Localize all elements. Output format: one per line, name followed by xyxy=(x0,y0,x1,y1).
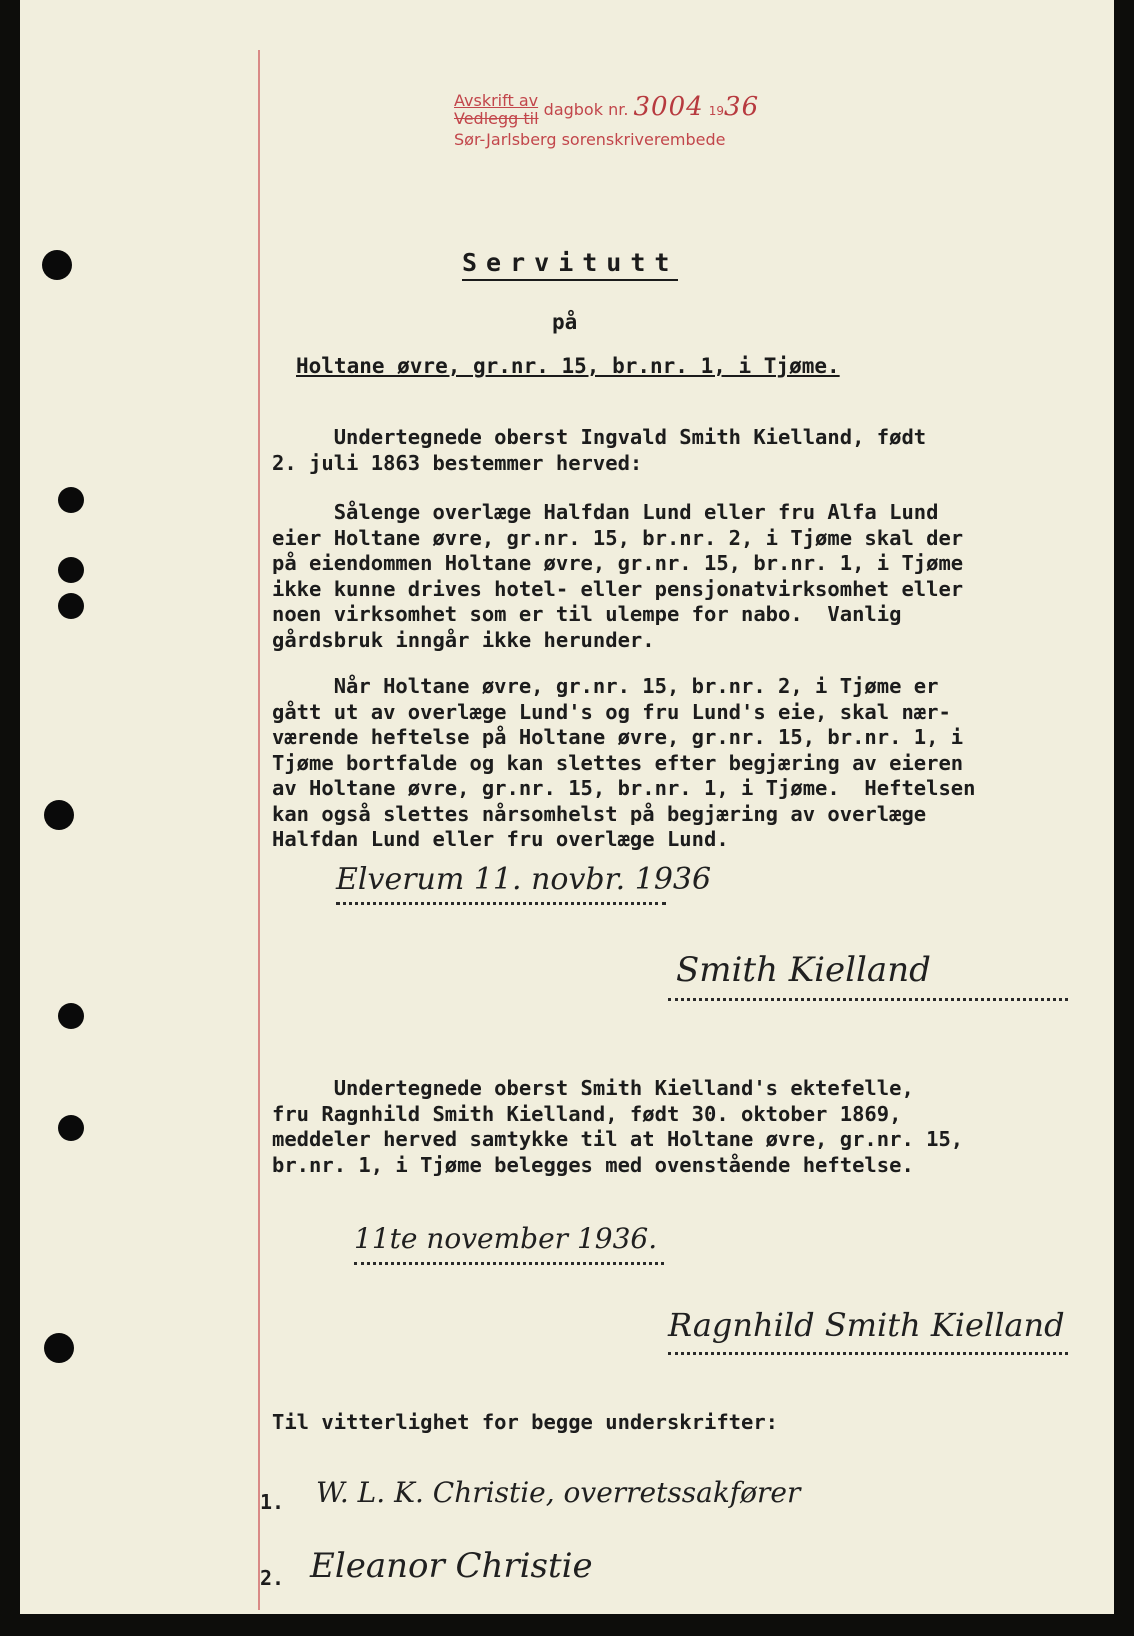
punch-hole xyxy=(44,800,74,830)
punch-hole xyxy=(58,593,84,619)
signature-smith-kielland: Smith Kielland xyxy=(676,950,931,990)
handwritten-date: 11te november 1936. xyxy=(354,1222,658,1255)
witness-signature-1: W. L. K. Christie, overretssakfører xyxy=(316,1476,801,1509)
journal-year: 36 xyxy=(724,91,760,122)
handwritten-place-date: Elverum 11. novbr. 1936 xyxy=(336,862,712,897)
signature-ragnhild-kielland: Ragnhild Smith Kielland xyxy=(668,1306,1065,1344)
property-subject: Holtane øvre, gr.nr. 15, br.nr. 1, i Tjøme. xyxy=(296,354,840,378)
punch-hole xyxy=(58,1003,84,1029)
dotted-line xyxy=(336,902,666,905)
stamp-year-prefix: 19 xyxy=(708,103,725,118)
punch-hole xyxy=(42,250,72,280)
punch-hole xyxy=(58,1115,84,1141)
restriction-paragraph: Sålenge overlæge Halfdan Lund eller fru Alfa Lund eier Holtane øvre, gr.nr. 15, br.nr. 2, i Tjøme skal der på eiendommen Holtane øvre, gr.nr. 15, br.nr. 1, i Tjøme ikke kunne drives hotel- eller pensjonatvirksomhet eller noen virksomhet som er til ulempe for nabo. Vanlig gårdsbruk inngår ikke herunder. xyxy=(272,500,964,652)
witness-signature-2: Eleanor Christie xyxy=(310,1546,593,1586)
punch-hole xyxy=(58,487,84,513)
journal-number: 3004 xyxy=(633,91,704,122)
stamp-copy-label: Avskrift av xyxy=(454,91,539,110)
stamp-office: Sør-Jarlsberg sorenskriverembede xyxy=(454,130,726,149)
stamp-attachment-label: Vedlegg til xyxy=(454,109,539,128)
registry-stamp xyxy=(454,92,759,152)
witness-heading: Til vitterlighet for begge underskrifter: xyxy=(272,1410,779,1434)
margin-line xyxy=(258,50,260,1610)
stamp-journal-label: dagbok nr. xyxy=(543,99,629,119)
declaration-paragraph: Undertegnede oberst Ingvald Smith Kielland, født 2. juli 1863 bestemmer herved: xyxy=(272,425,927,475)
witness-number: 1. xyxy=(260,1490,285,1514)
termination-paragraph: Når Holtane øvre, gr.nr. 15, br.nr. 2, i Tjøme er gått ut av overlæge Lund's og fru Lund's eie, skal nær- værende heftelse på Holtane øvre, gr.nr. 15, br.nr. 1, i Tjøme bortfalde og kan slettes efter begjæring av eieren av Holtane øvre, gr.nr. 15, br.nr. 1, i Tjøme. Heftelsen kan også slettes nårsomhelst på begjæring av overlæge Halfdan Lund eller fru overlæge Lund. xyxy=(272,674,976,851)
dotted-line xyxy=(668,1352,1068,1355)
punch-hole xyxy=(58,557,84,583)
document-title: Servitutt xyxy=(462,248,678,281)
witness-number: 2. xyxy=(260,1566,285,1590)
dotted-line xyxy=(354,1262,664,1265)
document-page xyxy=(20,0,1114,1614)
document-subtitle: på xyxy=(552,310,578,334)
consent-paragraph: Undertegnede oberst Smith Kielland's ektefelle, fru Ragnhild Smith Kielland, født 30. oktober 1869, meddeler herved samtykke til at Holtane øvre, gr.nr. 15, br.nr. 1, i Tjøme belegges med ovenstående heftelse. xyxy=(272,1076,964,1177)
punch-hole xyxy=(44,1333,74,1363)
dotted-line xyxy=(668,998,1068,1001)
